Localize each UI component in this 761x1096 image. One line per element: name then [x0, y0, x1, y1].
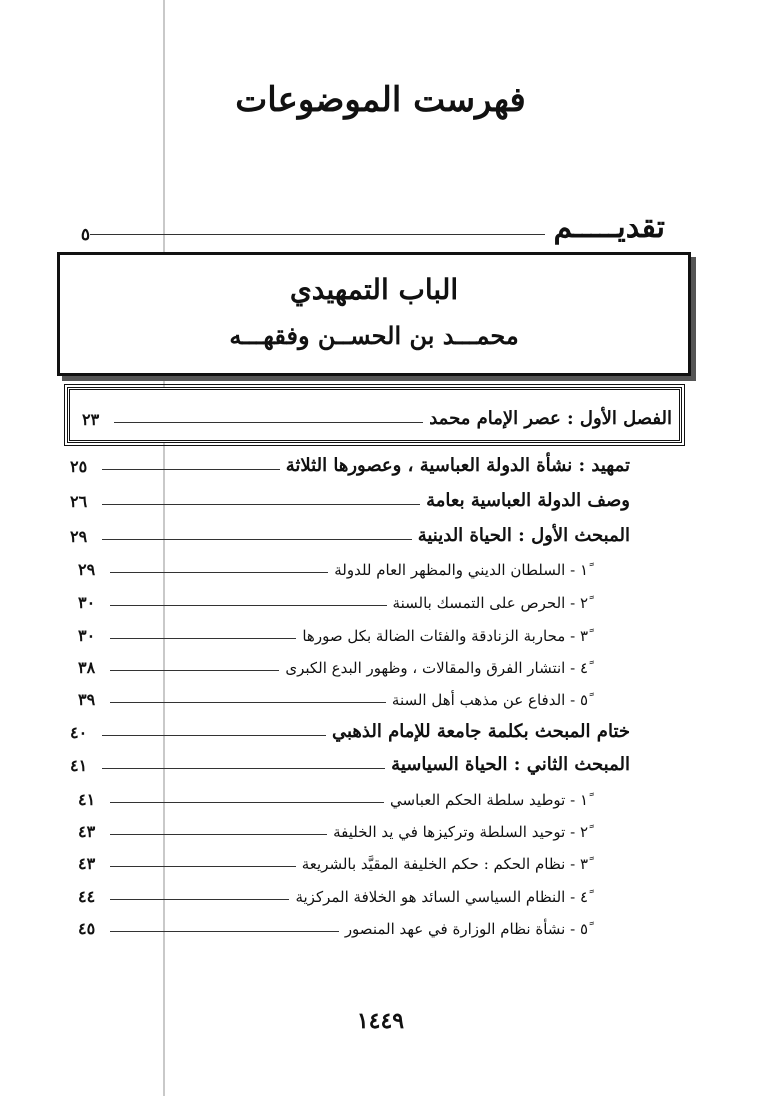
part-heading-box: [57, 252, 691, 376]
part-title: الباب التمهيدي: [289, 273, 459, 306]
toc-entry-label: ٤ً - انتشار الفرق والمقالات ، وظهور البدع الكبرى: [285, 659, 588, 677]
dot-leader: [110, 605, 387, 606]
toc-entry[interactable]: [78, 908, 588, 938]
toc-entry-label: المبحث الأول : الحياة الدينية: [417, 525, 630, 546]
toc-page-number: ٥: [80, 225, 90, 245]
toc-page-number: ٢٥: [70, 457, 88, 476]
page-number-footer: ١٤٤٩: [356, 1008, 405, 1034]
dot-leader: [110, 702, 386, 703]
dot-leader: [102, 768, 385, 769]
toc-entry-label: ختام المبحث بكلمة جامعة للإمام الذهبي: [331, 721, 630, 742]
dot-leader: [90, 234, 545, 235]
toc-entry-label: ٢ً - توحيد السلطة وتركيزها في يد الخليفة: [333, 823, 588, 841]
toc-page-number: ٤١: [78, 790, 96, 809]
toc-entry-intro[interactable]: [70, 205, 665, 245]
toc-entry-label: تقديـــــم: [553, 210, 665, 245]
toc-entry-label: ٢ً - الحرص على التمسك بالسنة: [392, 594, 588, 612]
toc-entry[interactable]: [78, 843, 588, 873]
toc-entry-label: ١ً - السلطان الديني والمظهر العام للدولة: [334, 561, 588, 579]
toc-page-number: ٤٤: [78, 887, 96, 906]
toc-entry[interactable]: [78, 647, 588, 677]
toc-entry[interactable]: [78, 779, 588, 809]
dot-leader: [110, 572, 328, 573]
dot-leader: [110, 802, 384, 803]
toc-entry[interactable]: [70, 446, 630, 476]
toc-page-number: ٣٩: [78, 690, 96, 709]
toc-entry-label: وصف الدولة العباسية بعامة: [426, 490, 630, 511]
toc-page-number: ٤٣: [78, 822, 96, 841]
toc-page-number: ٤٥: [78, 919, 96, 938]
dot-leader: [110, 670, 279, 671]
dot-leader: [102, 504, 420, 505]
dot-leader: [110, 899, 289, 900]
dot-leader: [102, 539, 412, 540]
toc-page-number: ٤١: [70, 756, 88, 775]
dot-leader: [114, 422, 423, 423]
toc-page-number: ٤٠: [70, 723, 88, 742]
toc-entry-label: ٤ً - النظام السياسي السائد هو الخلافة المركزية: [295, 888, 588, 906]
toc-entry-label: الفصل الأول : عصر الإمام محمد: [429, 408, 672, 429]
toc-page-number: ٢٣: [82, 410, 100, 429]
dot-leader: [110, 931, 339, 932]
dot-leader: [110, 834, 327, 835]
toc-entry-chapter[interactable]: [82, 399, 672, 429]
toc-entry[interactable]: [78, 679, 588, 709]
toc-page-number: ٣٠: [78, 626, 96, 645]
toc-entry-label: المبحث الثاني : الحياة السياسية: [391, 754, 630, 775]
toc-entry[interactable]: [78, 811, 588, 841]
toc-entry[interactable]: [78, 582, 588, 612]
toc-entry-label: ١ً - توطيد سلطة الحكم العباسي: [390, 791, 588, 809]
toc-entry-label: ٥ً - الدفاع عن مذهب أهل السنة: [391, 691, 588, 709]
toc-page-number: ٣٨: [78, 658, 96, 677]
dot-leader: [110, 638, 296, 639]
toc-entry[interactable]: [78, 549, 588, 579]
toc-entry[interactable]: [78, 876, 588, 906]
toc-page-number: ٢٩: [70, 527, 88, 546]
toc-entry-label: ٥ً - نشأة نظام الوزارة في عهد المنصور: [344, 920, 588, 938]
toc-entry-label: تمهيد : نشأة الدولة العباسية ، وعصورها الثلاثة: [285, 455, 630, 476]
dot-leader: [102, 735, 326, 736]
toc-page-number: ٤٣: [78, 854, 96, 873]
part-subtitle: محمـــد بن الحســن وفقهـــه: [229, 321, 519, 350]
toc-entry[interactable]: [70, 745, 630, 775]
dot-leader: [102, 469, 280, 470]
dot-leader: [110, 866, 296, 867]
toc-entry[interactable]: [70, 712, 630, 742]
toc-entry-label: ٣ً - محاربة الزنادقة والفئات الضالة بكل صورها: [302, 627, 588, 645]
chapter-heading-box: [67, 387, 682, 443]
toc-page-number: ٢٦: [70, 492, 88, 511]
toc-entry[interactable]: [70, 481, 630, 511]
page-title: فهرست الموضوعات: [235, 80, 526, 120]
toc-page-number: ٣٠: [78, 593, 96, 612]
toc-entry[interactable]: [70, 516, 630, 546]
toc-page-number: ٢٩: [78, 560, 96, 579]
toc-entry[interactable]: [78, 615, 588, 645]
toc-entry-label: ٣ً - نظام الحكم : حكم الخليفة المقيَّد بالشريعة: [301, 855, 588, 873]
